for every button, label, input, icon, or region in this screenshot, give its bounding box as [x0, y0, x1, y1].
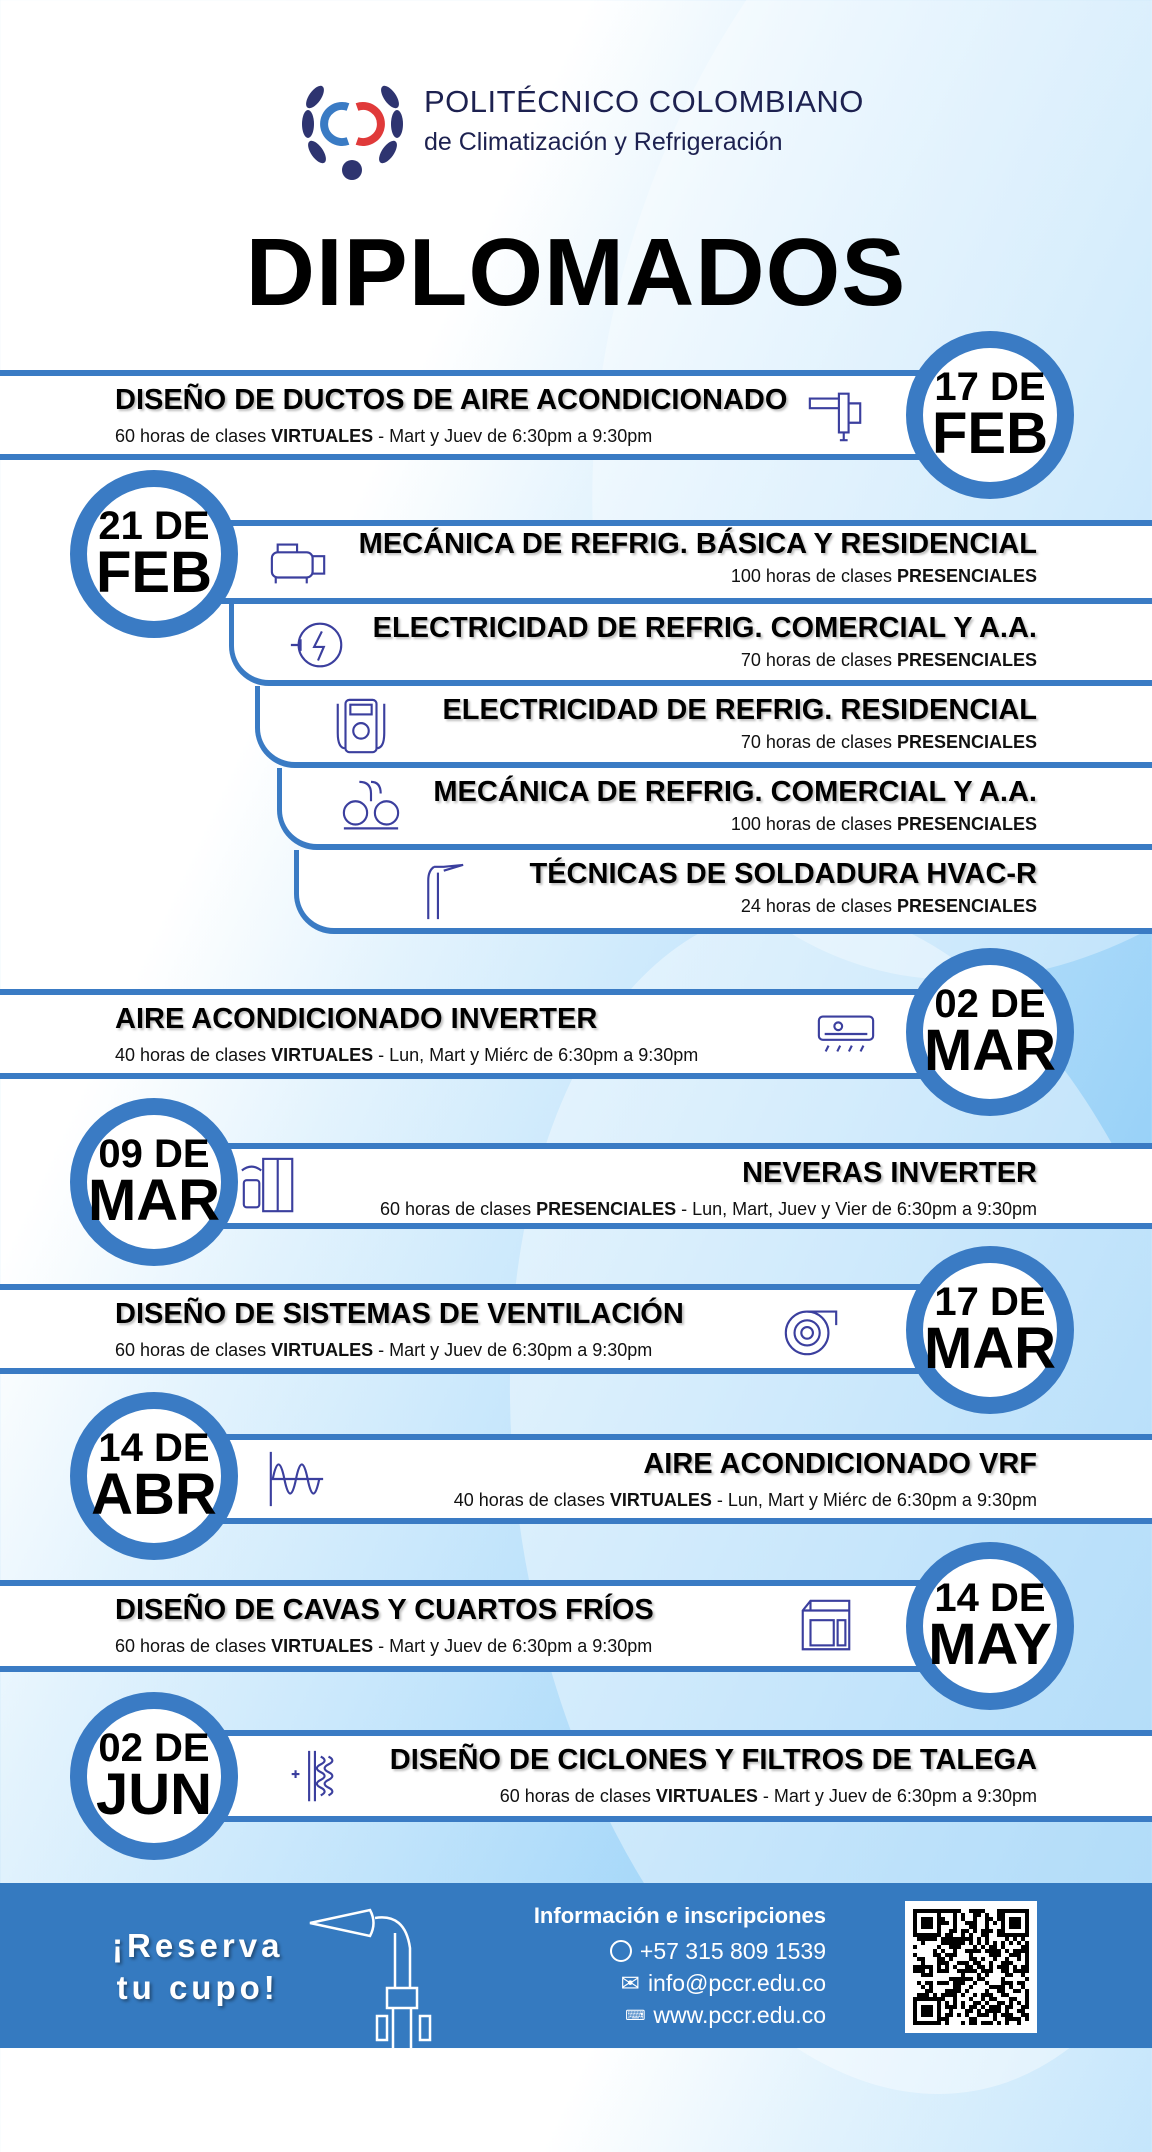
- date-month: ABR: [91, 1462, 217, 1528]
- date-month: FEB: [96, 540, 212, 606]
- date-month: FEB: [932, 401, 1048, 467]
- course-mode: PRESENCIALES: [896, 650, 1037, 670]
- course-details: [115, 1045, 698, 1066]
- email-address: info@pccr.edu.co: [647, 1970, 826, 1996]
- course-details: [115, 1636, 652, 1657]
- course-mode: VIRTUALES: [271, 1636, 374, 1656]
- course-hours: 60 horas de clases: [499, 1786, 656, 1806]
- course-mode: VIRTUALES: [271, 426, 374, 446]
- course-mode: PRESENCIALES: [536, 1199, 677, 1219]
- course-details: [741, 732, 1037, 753]
- date-day: 21 DE: [98, 504, 210, 549]
- filter-icon: [282, 1745, 344, 1807]
- course-title: MECÁNICA DE REFRIG. BÁSICA Y RESIDENCIAL: [358, 528, 1037, 560]
- course-hours: 24 horas de clases: [740, 896, 897, 916]
- blower-fan-icon: [780, 1298, 842, 1360]
- course-title: DISEÑO DE CAVAS Y CUARTOS FRÍOS: [115, 1594, 654, 1626]
- welding-torch-icon: [305, 1908, 475, 2048]
- torch-icon: [405, 861, 467, 923]
- logo-subtitle: de Climatización y Refrigeración: [424, 128, 783, 156]
- cta-text: [112, 1925, 283, 2009]
- course-details: [380, 1199, 1037, 1220]
- duct-icon: [805, 384, 867, 446]
- course-hours: 40 horas de clases: [453, 1490, 610, 1510]
- course-title: DISEÑO DE DUCTOS DE AIRE ACONDICIONADO: [115, 384, 788, 416]
- cold-room-icon: [795, 1595, 857, 1657]
- course-hours: 70 horas de clases: [740, 650, 897, 670]
- date-month: MAR: [923, 1316, 1057, 1382]
- whatsapp-icon: [610, 1940, 632, 1962]
- mail-icon: ✉: [620, 1970, 640, 1996]
- date-day: 09 DE: [98, 1132, 210, 1177]
- course-mode: VIRTUALES: [655, 1786, 758, 1806]
- course-mode: PRESENCIALES: [896, 814, 1037, 834]
- date-day: 02 DE: [98, 1726, 210, 1771]
- date-month: MAY: [928, 1612, 1052, 1678]
- logo-laurel-icon: [290, 62, 415, 187]
- multimeter-icon: [330, 696, 392, 758]
- course-title: AIRE ACONDICIONADO VRF: [643, 1448, 1037, 1480]
- course-hours: 100 horas de clases: [730, 566, 897, 586]
- course-hours: 60 horas de clases: [115, 1340, 272, 1360]
- contact-info: [534, 1903, 826, 2031]
- phone-link[interactable]: [534, 1935, 826, 1967]
- vacuum-pump-icon: [268, 531, 330, 593]
- course-schedule: - Lun, Mart y Miérc de 6:30pm a 9:30pm: [373, 1045, 699, 1065]
- date-badge: [906, 1542, 1074, 1710]
- manifold-gauge-icon: [340, 778, 402, 840]
- course-title: NEVERAS INVERTER: [742, 1157, 1037, 1189]
- course-schedule: - Mart y Juev de 6:30pm a 9:30pm: [373, 426, 653, 446]
- date-day: 14 DE: [934, 1576, 1046, 1621]
- course-hours: 40 horas de clases: [115, 1045, 272, 1065]
- course-hours: 70 horas de clases: [740, 732, 897, 752]
- web-cursor-icon: ⌨: [625, 2007, 646, 2023]
- cta-line-2: tu cupo!: [116, 1969, 279, 2006]
- course-hours: 100 horas de clases: [730, 814, 897, 834]
- course-schedule: - Mart y Juev de 6:30pm a 9:30pm: [373, 1636, 653, 1656]
- course-details: [115, 1340, 652, 1361]
- course-title: ELECTRICIDAD DE REFRIG. RESIDENCIAL: [442, 694, 1037, 726]
- course-schedule: - Mart y Juev de 6:30pm a 9:30pm: [373, 1340, 653, 1360]
- logo-title: POLITÉCNICO COLOMBIANO: [424, 84, 864, 119]
- course-title: TÉCNICAS DE SOLDADURA HVAC-R: [529, 858, 1037, 890]
- course-mode: VIRTUALES: [609, 1490, 712, 1510]
- course-title: DISEÑO DE SISTEMAS DE VENTILACIÓN: [115, 1298, 684, 1330]
- course-details: [741, 896, 1037, 917]
- date-badge: [70, 470, 238, 638]
- refrigerator-icon: [238, 1155, 300, 1217]
- page-title: DIPLOMADOS: [245, 219, 907, 326]
- course-title: DISEÑO DE CICLONES Y FILTROS DE TALEGA: [389, 1744, 1037, 1776]
- website-link[interactable]: [534, 1999, 826, 2031]
- course-mode: PRESENCIALES: [896, 896, 1037, 916]
- qr-code[interactable]: [905, 1901, 1037, 2033]
- date-month: MAR: [87, 1168, 221, 1234]
- phone-number: +57 315 809 1539: [639, 1938, 826, 1964]
- date-badge: [70, 1692, 238, 1860]
- course-title: MECÁNICA DE REFRIG. COMERCIAL Y A.A.: [433, 776, 1037, 808]
- course-title: AIRE ACONDICIONADO INVERTER: [115, 1003, 598, 1035]
- date-badge: [70, 1098, 238, 1266]
- course-hours: 60 horas de clases: [115, 426, 272, 446]
- date-badge: [70, 1392, 238, 1560]
- info-title: Información e inscripciones: [533, 1903, 826, 1928]
- course-details: [115, 426, 652, 447]
- date-badge: [906, 1246, 1074, 1414]
- course-mode: VIRTUALES: [271, 1340, 374, 1360]
- date-day: 17 DE: [934, 365, 1046, 410]
- course-details: [454, 1490, 1037, 1511]
- logo: [290, 62, 870, 187]
- course-details: [741, 650, 1037, 671]
- course-mode: PRESENCIALES: [896, 732, 1037, 752]
- date-badge: [906, 331, 1074, 499]
- date-month: MAR: [923, 1018, 1057, 1084]
- qr-code-image: [913, 1909, 1029, 2025]
- course-schedule: - Lun, Mart, Juev y Vier de 6:30pm a 9:30pm: [676, 1199, 1037, 1219]
- date-month: JUN: [95, 1762, 213, 1828]
- waveform-icon: [265, 1448, 327, 1510]
- website-url: www.pccr.edu.co: [653, 2002, 826, 2028]
- date-day: 02 DE: [934, 982, 1046, 1027]
- course-schedule: - Lun, Mart y Miérc de 6:30pm a 9:30pm: [711, 1490, 1037, 1510]
- course-hours: 60 horas de clases: [115, 1636, 272, 1656]
- course-mode: VIRTUALES: [271, 1045, 374, 1065]
- date-day: 17 DE: [934, 1280, 1046, 1325]
- course-title: ELECTRICIDAD DE REFRIG. COMERCIAL Y A.A.: [372, 612, 1037, 644]
- footer: [0, 1883, 1152, 2048]
- course-mode: PRESENCIALES: [896, 566, 1037, 586]
- course-details: [500, 1786, 1037, 1807]
- date-day: 14 DE: [98, 1426, 210, 1471]
- email-link[interactable]: [534, 1967, 826, 1999]
- cta-line-1: ¡Reserva: [112, 1927, 284, 1964]
- course-hours: 60 horas de clases: [380, 1199, 537, 1219]
- electric-plug-icon: [287, 614, 349, 676]
- course-details: [731, 814, 1037, 835]
- course-details: [731, 566, 1037, 587]
- course-schedule: - Mart y Juev de 6:30pm a 9:30pm: [757, 1786, 1037, 1806]
- air-conditioner-icon: [815, 1003, 877, 1065]
- date-badge: [906, 948, 1074, 1116]
